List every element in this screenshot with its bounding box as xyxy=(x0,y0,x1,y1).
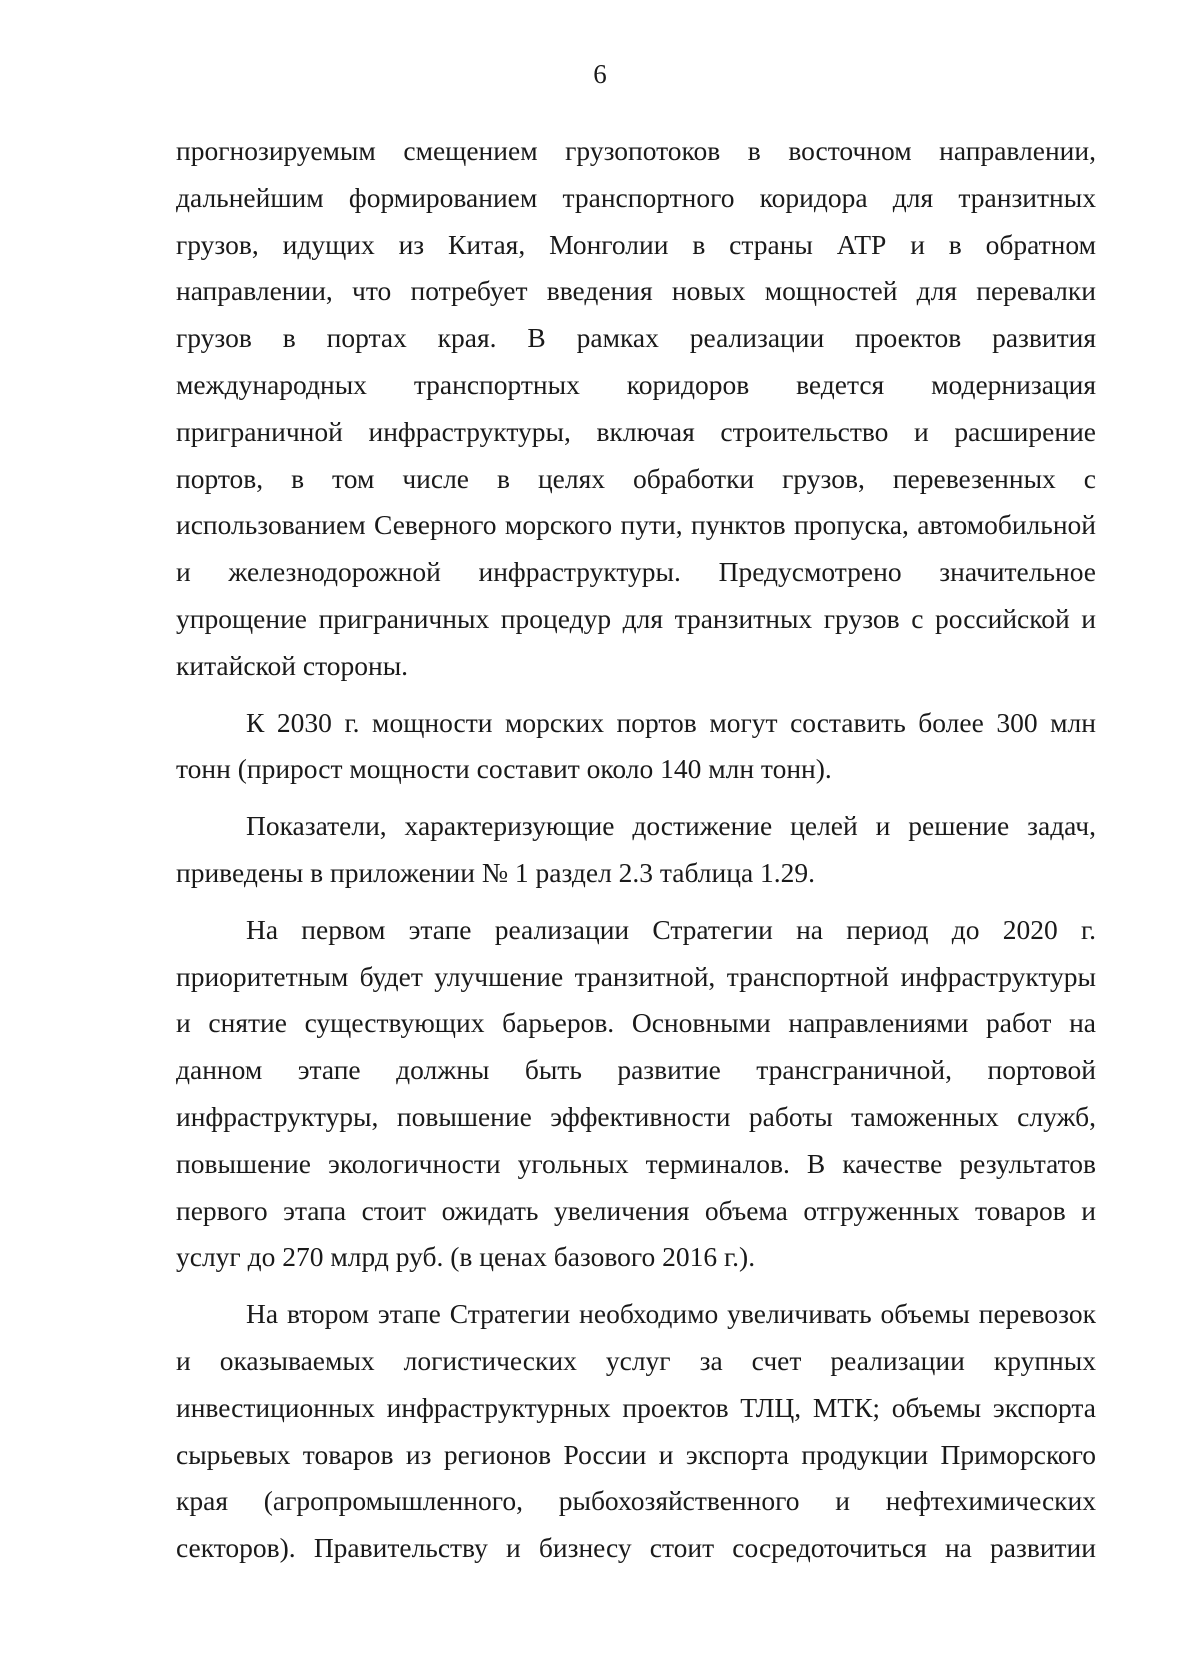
text-line: инфраструктуры, повышение эффективности работы таможенных служб, xyxy=(176,1100,1096,1132)
text-line: использованием Северного морского пути, пунктов пропуска, автомобильной xyxy=(176,509,1096,541)
text-line: На втором этапе Стратегии необходимо увеличивать объемы перевозок xyxy=(246,1298,1096,1330)
text-line: приграничной инфраструктуры, включая строительство и расширение xyxy=(176,415,1096,447)
text-line: повышение экологичности угольных терминалов. В качестве результатов xyxy=(176,1147,1096,1179)
text-line: услуг до 270 млрд руб. (в ценах базового 2016 г.). xyxy=(176,1241,756,1273)
text-line: края (агропромышленного, рыбохозяйственного и нефтехимических xyxy=(176,1485,1096,1517)
text-line: Показатели, характеризующие достижение целей и решение задач, xyxy=(246,810,1096,842)
text-line: сырьевых товаров из регионов России и экспорта продукции Приморского xyxy=(176,1438,1096,1470)
text-line: К 2030 г. мощности морских портов могут составить более 300 млн xyxy=(246,706,1096,738)
text-line: первого этапа стоит ожидать увеличения объема отгруженных товаров и xyxy=(176,1194,1096,1226)
text-line: тонн (прирост мощности составит около 140 млн тонн). xyxy=(176,753,832,785)
text-line: данном этапе должны быть развитие трансграничной, портовой xyxy=(176,1054,1096,1086)
paragraph-5 xyxy=(176,1291,1096,1572)
text-line: и железнодорожной инфраструктуры. Предусмотрено значительное xyxy=(176,556,1096,588)
text-line: и оказываемых логистических услуг за счет реализации крупных xyxy=(176,1344,1096,1376)
text-line: На первом этапе реализации Стратегии на период до 2020 г. xyxy=(246,913,1096,945)
text-line: инвестиционных инфраструктурных проектов ТЛЦ, МТК; объемы экспорта xyxy=(176,1391,1096,1423)
text-line: секторов). Правительству и бизнесу стоит сосредоточиться на развитии xyxy=(176,1532,1096,1564)
text-line: дальнейшим формированием транспортного коридора для транзитных xyxy=(176,181,1096,213)
text-line: грузов, идущих из Китая, Монголии в страны АТР и в обратном xyxy=(176,228,1096,260)
paragraph-2 xyxy=(176,700,1096,794)
paragraph-3 xyxy=(176,803,1096,897)
text-line: портов, в том числе в целях обработки грузов, перевезенных с xyxy=(176,462,1096,494)
text-line: прогнозируемым смещением грузопотоков в восточном направлении, xyxy=(176,135,1096,166)
paragraph-1 xyxy=(176,128,1096,690)
text-line: упрощение приграничных процедур для транзитных грузов с российской и xyxy=(176,602,1096,634)
text-line: приоритетным будет улучшение транзитной, транспортной инфраструктуры xyxy=(176,960,1096,992)
text-line: и снятие существующих барьеров. Основными направлениями работ на xyxy=(176,1007,1096,1039)
paragraph-4 xyxy=(176,907,1096,1281)
text-line: направлении, что потребует введения новых мощностей для перевалки xyxy=(176,275,1096,307)
body-text xyxy=(176,128,1096,1582)
text-line: международных транспортных коридоров ведется модернизация xyxy=(176,368,1096,400)
text-line: китайской стороны. xyxy=(176,649,409,681)
page-number: 6 xyxy=(593,59,607,89)
text-line: приведены в приложении № 1 раздел 2.3 таблица 1.29. xyxy=(176,856,816,888)
text-line: грузов в портах края. В рамках реализации проектов развития xyxy=(176,322,1096,354)
